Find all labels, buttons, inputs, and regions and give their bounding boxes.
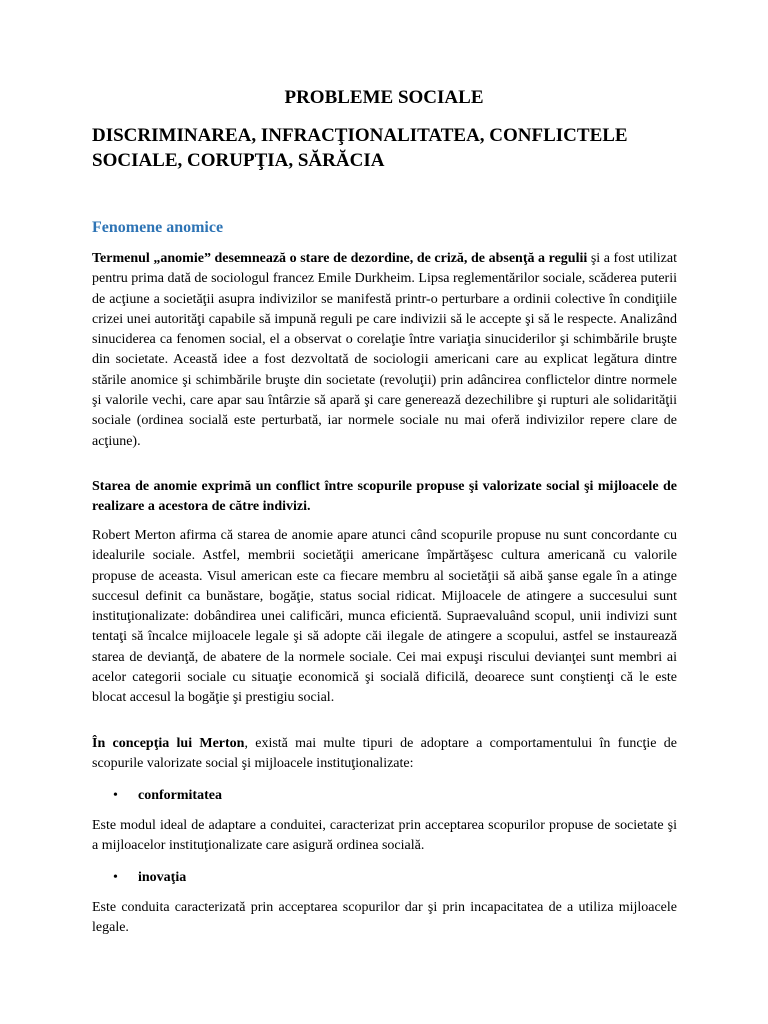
paragraph-bold-text: Starea de anomie exprimă un conflict între scopurile propuse şi valorizate social şi mijloacele de realizare a acestora de către indivizi.: [92, 479, 677, 515]
bullet-icon: •: [113, 788, 118, 803]
list-item-description: Este conduita caracterizată prin acceptarea scopurilor dar şi prin incapacitatea de a utiliza mijloacele legale.: [92, 900, 677, 936]
page-title: PROBLEME SOCIALE: [284, 87, 484, 108]
page-subtitle: DISCRIMINAREA, INFRACŢIONALITATEA, CONFLICTELE SOCIALE, CORUPŢIA, SĂRĂCIA: [92, 125, 628, 171]
list-item: [113, 868, 186, 888]
paragraph-text: şi a fost utilizat pentru prima dată de sociologul francez Emile Durkheim. Lipsa reglementărilor sociale, scăderea puterii de acţiune a societăţii asupra indivizilor se manifestă printr-o perturbare a ordinii colective în condiţiile crizei unei autorităţi capabile să impună reguli pe care indivizii să le accepte şi să le respecte. Analizând sinuciderea ca fenomen social, el a observat o corelaţie între variaţia sinuciderilor şi schimbările bruşte din societate. Această idee a fost dezvoltată de sociologii americani care au explicat legătura dintre stările anomice şi schimbările bruşte din societate (revoluţii) prin adâncirea conflictelor dintre normele şi valorile vechi, care apar sau întârzie să apară şi care generează dezechilibre şi rupturi ale solidarităţii sociale (ordinea socială este perturbată, iar normele sociale nu mai oferă indivizilor repere clare de acţiune).: [92, 251, 677, 449]
paragraph-anomie-definition: [92, 249, 677, 452]
paragraph-anomie-conflict: [92, 477, 677, 518]
paragraph-merton: Robert Merton afirma că starea de anomie apare atunci când scopurile propuse nu sunt concordante cu idealurile sociale. Astfel, membrii societăţii americane împărtăşesc cultura americană cu valorile propuse de aceasta. Visul american este ca fiecare membru al societăţii să aibă şanse egale în a atinge succesul definit ca bunăstare, bogăţie, status social ridicat. Mijloacele de atingere a succesului sunt instituţionalizate: dobândirea unei calificări, munca eficientă. Supraevaluând scopul, unii indivizi sunt tentaţi să încalce mijloacele legale şi să adopte căi ilegale de atingere a scopului, astfel se instaurează starea de devianţă, de abatere de la normele sociale. Cei mai expuşi riscului devianţei sunt membri ai acelor categorii sociale cu situaţie economică şi socială dificilă, deoarece sunt conştienţi că le este blocat accesul la bogăţie şi prestigiu social.: [92, 528, 677, 706]
list-item-description: Este modul ideal de adaptare a conduitei, caracterizat prin acceptarea scopurilor propuse de societate şi a mijloacelor instituţionalizate care asigură ordinea socială.: [92, 818, 677, 854]
paragraph-lead-bold: În concepţia lui Merton: [92, 736, 245, 751]
paragraph-merton-concept: [92, 734, 677, 775]
list-item-label: conformitatea: [138, 788, 222, 803]
section-heading: Fenomene anomice: [92, 219, 224, 236]
paragraph-lead-bold: Termenul „anomie” desemnează o stare de dezordine, de criză, de absenţă a regulii: [92, 251, 588, 266]
bullet-icon: •: [113, 870, 118, 885]
list-item-label: inovaţia: [138, 870, 187, 885]
list-item: [113, 786, 222, 806]
paragraph-text: , există mai multe tipuri de adoptare a comportamentului în funcţie de scopurile valorizate social şi mijloacele instituţionalizate:: [92, 736, 678, 772]
